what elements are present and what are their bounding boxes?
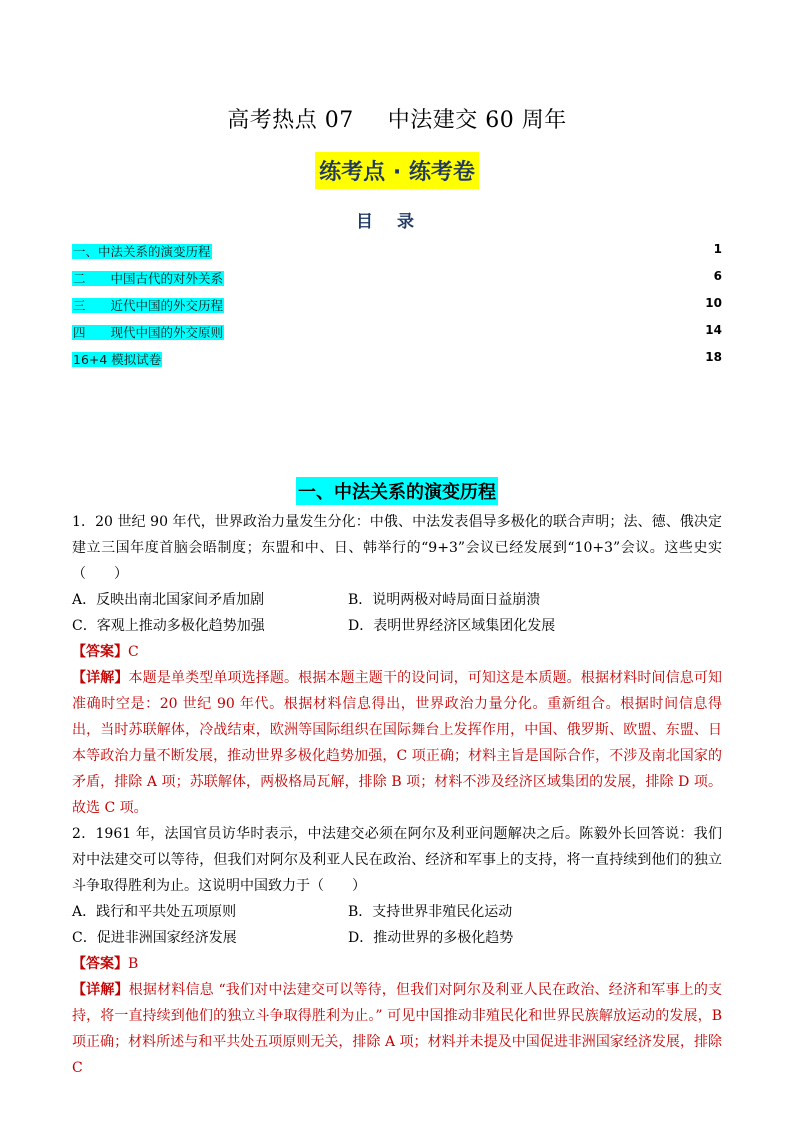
table-of-contents [72,242,722,377]
answer-line [72,639,722,665]
toc-entry-label[interactable]: 16+4 模拟试卷 [73,352,162,367]
option-b: B．支持世界非殖民化运动 [348,904,513,920]
toc-entry[interactable] [72,296,722,323]
subtitle-badge: 练考点 · 练考卷 [315,152,479,189]
title-topic-number: 高考热点 07 [227,108,354,133]
toc-entry[interactable] [72,350,722,377]
explanation [72,665,722,821]
question-block [72,509,722,821]
toc-heading: 目录 [356,212,438,232]
option-a: A．反映出南北国家间矛盾加剧 [72,592,265,608]
question-stem: 2．1961 年，法国官员访华时表示，中法建交必须在阿尔及利亚问题解决之后。陈毅外长回答说：我们对中法建交可以等待，但我们对阿尔及利亚人民在政治、经济和军事上的支持，将一直持续到他们的独立斗争取得胜利为止。这说明中国致力于（ ） [72,826,722,894]
explanation-tag: 【详解】 [72,670,129,686]
option-d: D．表明世界经济区域集团化发展 [348,618,556,634]
answer-value: B [128,956,139,972]
toc-entry-label[interactable]: 二 中国古代的对外关系 [73,271,224,286]
question-block [72,821,722,1081]
answer-tag: 【答案】 [72,644,128,660]
explanation-text: 根据材料信息 “我们对中法建交可以等待，但我们对阿尔及利亚人民在政治、经济和军事上的支持，将一直持续到他们的独立斗争取得胜利为止。” 可见中国推动非殖民化和世界民族解放运动的发展，B 项正确；材料所述与和平共处五项原则无关，排除 A 项；材料并未提及中国促进非洲国家经济发展，排除 C [72,982,723,1076]
page-title [0,103,794,134]
toc-entry-label[interactable]: 四 现代中国的外交原则 [73,325,224,340]
explanation-tag: 【详解】 [72,982,129,998]
section-heading: 一、中法关系的演变历程 [296,477,498,505]
toc-entry-page: 10 [705,296,722,310]
option-d: D．推动世界的多极化趋势 [348,930,514,946]
toc-entry-page: 18 [705,350,722,364]
option-c: C．客观上推动多极化趋势加强 [72,618,265,634]
toc-entry-page: 1 [713,242,722,256]
toc-entry-page: 14 [705,323,722,337]
toc-entry-label[interactable]: 一、中法关系的演变历程 [73,244,211,259]
answer-value: C [128,644,139,660]
answer-tag: 【答案】 [72,956,128,972]
option-c: C．促进非洲国家经济发展 [72,930,237,946]
title-topic: 中法建交 60 周年 [387,108,567,133]
explanation-text: 本题是单类型单项选择题。根据本题主题干的设问词，可知这是本质题。根据材料时间信息可知准确时空是：20 世纪 90 年代。根据材料信息得出，世界政治力量分化。重新组合。根据时间信息得出，当时苏联解体，冷战结束，欧洲等国际组织在国际舞台上发挥作用，中国、俄罗斯、欧盟、东盟、日本等政治力量不断发展，推动世界多极化趋势加强，C 项正确；材料主旨是国际合作，不涉及南北国家的矛盾，排除 A 项；苏联解体，两极格局瓦解，排除 B 项；材料不涉及经济区域集团的发展，排除 D 项。故选 C 项。 [72,670,723,816]
question-list [72,509,722,1081]
option-b: B．说明两极对峙局面日益崩溃 [348,592,541,608]
toc-entry-page: 6 [713,269,722,283]
toc-entry[interactable] [72,323,722,350]
question-stem: 1．20 世纪 90 年代，世界政治力量发生分化：中俄、中法发表倡导多极化的联合声明；法、德、俄决定建立三国年度首脑会晤制度；东盟和中、日、韩举行的“9+3”会议已经发展到“10+3”会议。这些史实（ ） [72,514,722,582]
toc-entry[interactable] [72,242,722,269]
answer-options [72,899,722,951]
toc-entry-label[interactable]: 三 近代中国的外交历程 [73,298,224,313]
answer-line [72,951,722,977]
toc-entry[interactable] [72,269,722,296]
option-a: A．践行和平共处五项原则 [72,904,237,920]
explanation [72,977,722,1081]
answer-options [72,587,722,639]
